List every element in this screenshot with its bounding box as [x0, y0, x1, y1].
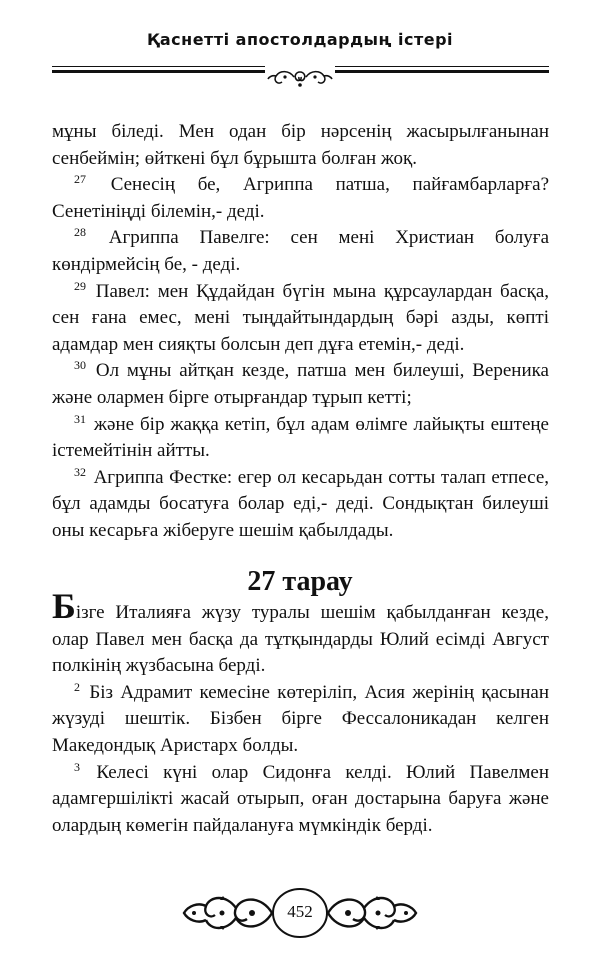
chapter-text [52, 586, 550, 839]
verse-29: $^{29}$ Павел: мен Құдайдан бүгін мына құрсаулардан басқа, сен ғана емес, мені тыңдайтындардың бәрі азды, көпті адамдар мен сияқты болсын деп дұға етемін,- деді. [52, 278, 549, 355]
verse-32: $^{32}$ Агриппа Фестке: егер ол кесарьдан сотты талап етпесе, бұл адамды босатуға болар еді,- деді. Сондықтан билеуші оны кесарьға жіберуге шешім қабылдады. [52, 464, 550, 541]
verse-number: 3 [74, 759, 80, 774]
verse-number: 28 [74, 225, 86, 240]
verse-30: $^{30}$ Ол мұны айтқан кезде, патша мен билеуші, Вереника және олармен бірге отырғандар тұрып кетті; [52, 358, 549, 408]
chapter-verse-2: $^2$ Біз Адрамит кемесіне көтеріліп, Асия жерінің қасынан жүзуді шештік. Бізбен бірге Фессалоникадан келген Македондық Аристарх болды. [52, 679, 550, 756]
verse-27: $^{27}$ Сенесің бе, Агриппа патша, пайғамбарларға? Сенетініңді білемін,- деді. [52, 172, 550, 222]
verse-number: 2 [74, 679, 80, 694]
verse-number: 32 [74, 464, 86, 479]
header-ornament-icon [265, 66, 335, 90]
verse-number: 29 [74, 278, 86, 293]
verse-number: 30 [74, 358, 86, 373]
verse-number: 27 [74, 172, 86, 187]
drop-cap: Б [52, 586, 76, 626]
verse-31: $^{31}$ және бір жаққа кетіп, бұл адам өлімге лайықты ештеңе істемейтінін айтты. [52, 411, 549, 462]
chapter-verse-3: $^3$ Келесі күні олар Сидонға келді. Юлий Павелмен адамгершілікті жасай отырып, оған достарына баруға және олардың көмегін пайдалануға мүмкіндік берді. [52, 759, 549, 836]
verse-28: $^{28}$ Агриппа Павелге: сен мені Христиан болуға көндірмейсің бе, - деді. [52, 225, 549, 275]
verse-26-continuation: мұны біледі. Мен одан бір нәрсенің жасырылғанынан сенбеймін; өйткені бұл бұрышта болған жоқ. [52, 121, 549, 169]
running-head: Қаснетті апостолдардың істері [146, 30, 454, 49]
chapter-title: 27 тарау [247, 566, 353, 597]
verse-number: 31 [74, 411, 86, 426]
body-text [52, 119, 549, 545]
page-number: 452 [287, 902, 313, 921]
chapter-verse-1: Бізге Италияға жүзу туралы шешім қабылданған кезде, олар Павел мен басқа да тұтқындарды Юлий есімді Август полкінің жүзбасына берді. [52, 586, 549, 677]
